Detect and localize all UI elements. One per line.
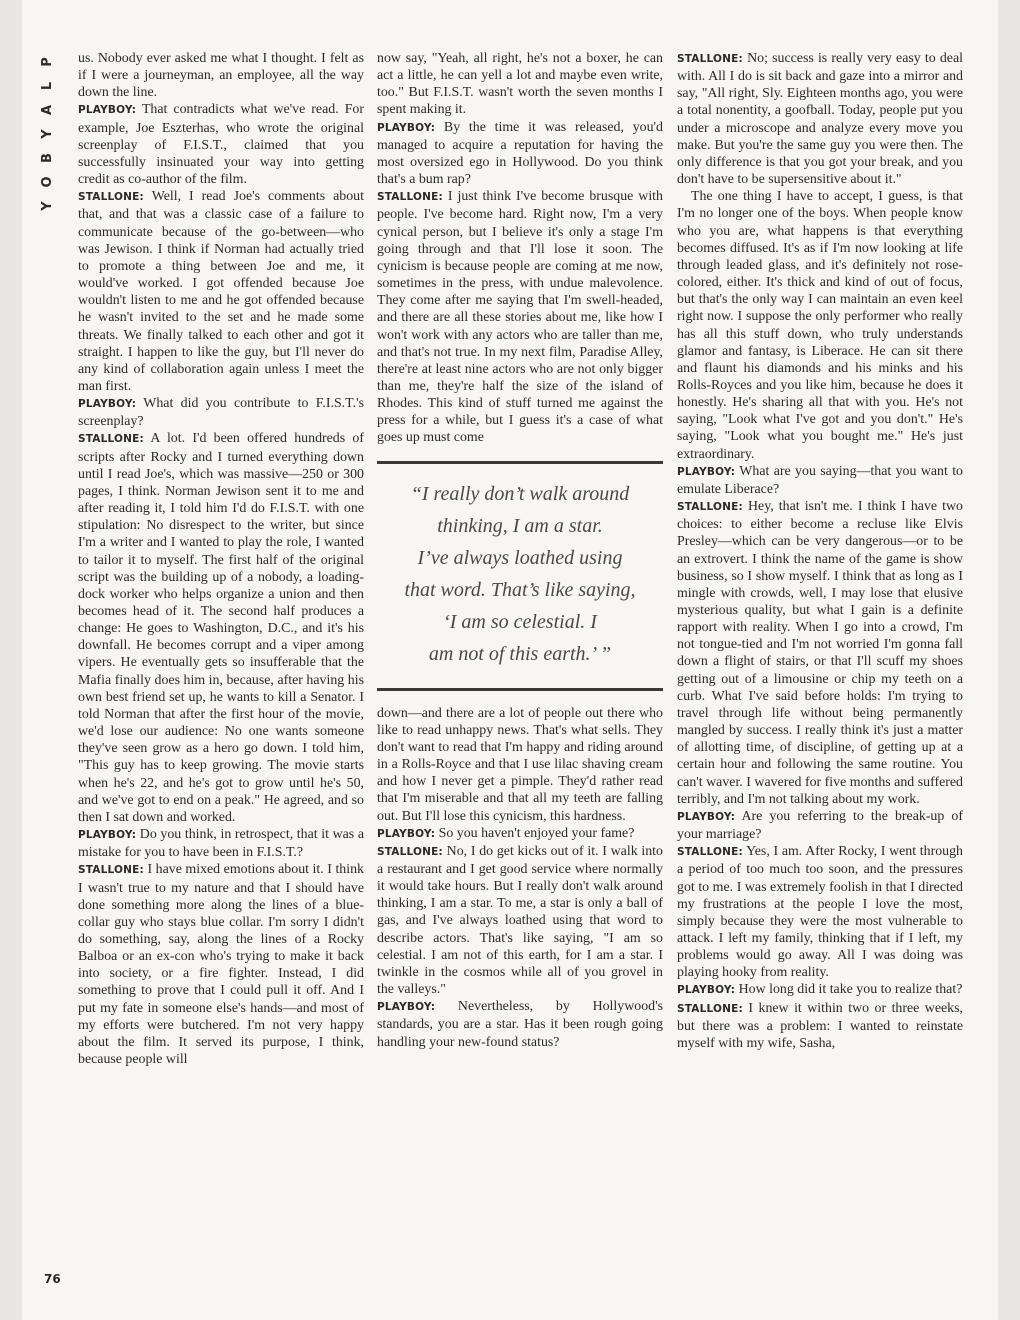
paragraph-text: How long did it take you to realize that?	[735, 982, 963, 998]
paragraph-text: Do you think, in retrospect, that it was a mistake for you to have been in F.I.S.T.?	[78, 827, 364, 861]
speaker-label: PLAYBOY:	[78, 829, 137, 842]
paragraph-text: By the time it was released, you'd managed to acquire a reputation for having the most oversized ego in Hollywood. Do you think that's a bum rap?	[377, 119, 663, 188]
paragraph	[78, 395, 364, 430]
paragraph-text: The one thing I have to accept, I guess, is that I'm no longer one of the boys. When people know who you are, what happens is that everything becomes diffused. It's as if I'm now looking at life through leaded glass, and it's definitely not rose-colored, either. It's thick and kind of out of focus, but that's the only way I can maintain an even keel right now. I suppose the only performer who really has all this stuff down, who truly understands glamor and fantasy, is Liberace. He can sit there and flaunt his diamonds and his minks and his Rolls-Royces and you like him, because he does it honestly. He's sharing all that with you. He's not saying, "Look what I've got and you don't." He's saying, "Look what you bought me." He's just extraordinary.	[677, 189, 963, 462]
pull-quote-line: I’ve always loathed using	[417, 546, 623, 569]
spine-letter: A	[40, 104, 55, 116]
paragraph-text: I just think I've become brusque with people. I've become hard. Right now, I'm a very cynical person, but I believe it's only a stage I'm going through and that I'll lose it soon. The cynicism is because people are coming at me now, sometimes in the press, with undue malevolence. They come after me saying that I'm swell-headed, and there are all these stories about me, like how I won't work with any actors who are taller than me, and that's not true. In my next film, Paradise Alley, there're at least nine actors who are not only bigger than me, they're half the size of the island of Rhodes. This kind of stuff turned me against the press for a while, but I guess it's a case of what goes up must come	[377, 189, 663, 446]
column-2-bottom-paragraphs	[377, 705, 663, 1051]
spine-letter: B	[40, 153, 55, 163]
speaker-label: PLAYBOY:	[677, 465, 736, 478]
paragraph	[677, 808, 963, 843]
paragraph	[78, 430, 364, 826]
paragraph	[78, 861, 364, 1068]
column-3	[677, 50, 963, 1300]
column-2-top-paragraphs	[377, 50, 663, 447]
paragraph-text: What did you contribute to F.I.S.T.'s screenplay?	[78, 396, 364, 430]
paragraph-text: us. Nobody ever asked me what I thought. I felt as if I were a journeyman, an employee, all the way down the line.	[78, 51, 364, 101]
spine-letter: Y	[40, 129, 55, 139]
column-1	[78, 50, 364, 1300]
spine-letter: P	[40, 57, 55, 67]
paragraph	[377, 119, 663, 189]
speaker-label: STALLONE:	[78, 191, 144, 204]
speaker-label: PLAYBOY:	[377, 1001, 436, 1014]
speaker-label: STALLONE:	[677, 1002, 743, 1015]
paragraph	[377, 50, 663, 119]
pull-quote-line: “I really don’t walk around	[410, 482, 630, 505]
paragraph-text: A lot. I'd been offered hundreds of scripts after Rocky and I turned everything down until I read Joe's, which was massive—250 or 300 pages, I think. Norman Jewison sent it to me and after reading it, I told him I'd do F.I.S.T. with one stipulation: No disrespect to the writer, but since I'm a writer and I wanted to play the role, I wanted to tailor it to myself. The first half of the original script was the building up of a nobody, a loading-dock worker who helps organize a union and then becomes head of it. The second half produces a change: He goes to Washington, D.C., and it's his downfall. He becomes corrupt and a viper among vipers. He eventually gets so insufferable that the Mafia finally does him in, because, after having his own best friend set up, he wants to kill a Senator. I told Norman that after the first hour of the movie, we'd lose our audience: No one wants someone they've seen grow as a hero go down. I told him, "This guy has to keep growing. The movie starts when he's 22, and he's got to grow until he's 50, and we've got to end on a peak." He agreed, and so then I sat down and worked.	[78, 431, 364, 825]
column-1-paragraphs	[78, 50, 364, 1068]
paragraph	[677, 50, 963, 188]
paragraph-text: Nevertheless, by Hollywood's standards, you are a star. Has it been rough going handling your new-found status?	[377, 999, 663, 1050]
paragraph	[677, 463, 963, 498]
paragraph	[677, 498, 963, 808]
paragraph-text: No; success is really very easy to deal with. All I do is sit back and gaze into a mirror and say, "All right, Sly. Eighteen months ago, you were a total nonentity, a goofball. Today, people put you under a microscope and analyze every move you make. But you're the same guy you were then. The only difference is that you got your break, and you don't have to be supersensitive about it."	[677, 51, 963, 188]
paragraph-text: Yes, I am. After Rocky, I went through a period of too much too soon, and the pressures got to me. I was extremely foolish in that I directed my frustrations at the people I love the most, simply because they were the most vulnerable to attack. I left my family, thinking that if I left, my problems would go away. All I was doing was playing hooky from reality.	[677, 844, 963, 981]
speaker-label: STALLONE:	[377, 191, 443, 204]
paragraph	[78, 826, 364, 861]
paragraph	[377, 998, 663, 1050]
paragraph	[377, 825, 663, 843]
paragraph	[677, 1000, 963, 1052]
paragraph	[677, 188, 963, 463]
spine-letter: Y	[40, 201, 55, 211]
pull-quote-line: am not of this earth.’ ”	[428, 642, 612, 665]
page-number: 76	[44, 1272, 61, 1286]
speaker-label: PLAYBOY:	[78, 104, 137, 117]
paragraph-text: Are you referring to the break-up of your marriage?	[677, 808, 963, 843]
paragraph	[377, 705, 663, 825]
spine-letter: O	[40, 176, 55, 188]
paragraph	[677, 843, 963, 981]
pull-quote-line: ‘I am so celestial. I	[443, 610, 597, 633]
paragraph	[78, 101, 364, 188]
speaker-label: PLAYBOY:	[677, 810, 736, 823]
speaker-label: STALLONE:	[677, 846, 743, 859]
paragraph	[377, 188, 663, 446]
paragraph-text: No, I do get kicks out of it. I walk into a restaurant and I get good service where normally it would take hours. But I really don't walk around thinking, I am a star. To me, a star is only a ball of gas, and I've always loathed using that word to describe actors. That's like saying, "I am so celestial. I am not of this earth, for I am a star. I twinkle in the cosmos while all of you grovel in the valleys."	[377, 843, 663, 998]
speaker-label: STALLONE:	[78, 864, 144, 877]
paragraph-text: So you haven't enjoyed your fame?	[435, 825, 635, 841]
paragraph-text: What are you saying—that you want to emulate Liberace?	[677, 463, 963, 497]
magazine-page	[22, 0, 998, 1320]
pull-quote-line: that word. That’s like saying,	[404, 578, 636, 601]
paragraph-text: now say, "Yeah, all right, he's not a boxer, he can act a little, he can yell a lot and maybe even write, too." But F.I.S.T. wasn't worth the seven months I spent making it.	[377, 51, 663, 118]
paragraph	[78, 188, 364, 395]
spine-label	[36, 50, 60, 210]
pull-quote	[377, 461, 663, 691]
speaker-label: STALLONE:	[677, 501, 743, 514]
speaker-label: STALLONE:	[78, 433, 144, 446]
speaker-label: PLAYBOY:	[377, 121, 436, 134]
column-3-paragraphs	[677, 50, 963, 1052]
speaker-label: PLAYBOY:	[677, 984, 736, 997]
speaker-label: STALLONE:	[377, 845, 443, 858]
paragraph	[677, 981, 963, 999]
paragraph-text: I knew it within two or three weeks, but there was a problem: I wanted to reinstate myself with my wife, Sasha,	[677, 1000, 963, 1051]
column-2	[377, 50, 663, 1300]
pull-quote-line: thinking, I am a star.	[437, 514, 603, 537]
paragraph-text: Hey, that isn't me. I think I have two choices: to either become a recluse like Elvis Presley—which can be very dangerous—or to be an extrovert. I think the name of the game is show business, so I show myself. I think that as long as I mingle with crowds, well, I may lose that elusive mysterious quality, but what I gain is a definite rapport with reality. When I go into a crowd, I'm not tongue-tied and I'm not worried I'm gonna fall down a flight of stairs, or that I'll scuff my shoes getting out of a limousine or chip my teeth on a curb. What I've said before holds: I'm trying to travel through life without being permanently mangled by success. I really think it's just a matter of allotting time, of discipline, of getting up at a certain hour and following the same routine. You can't waver. I wavered for five months and suffered terribly, and I'm not talking about my work.	[677, 499, 963, 807]
speaker-label: PLAYBOY:	[78, 398, 137, 411]
speaker-label: PLAYBOY:	[377, 827, 436, 840]
paragraph-text: I have mixed emotions about it. I think I wasn't true to my nature and that I should have done something more along the lines of a blue-collar guy who stays blue collar. I'm sorry I didn't do something, say, along the lines of a Rocky Balboa or an ex-con who's trying to make it back into society, or a fire fighter. Instead, I did something to prove that I could pull it off. And I put my fate in someone else's hands—and most of my efforts were butchered. I'm not very happy about the film. It served its purpose, I think, because people will	[78, 862, 364, 1068]
paragraph-text: Well, I read Joe's comments about that, and that was a classic case of a failure to communicate because of the go-between—who was Jewison. I think if Norman had actually tried to promote a thing between Joe and me, it would've worked. I got offended because Joe wouldn't listen to me and he got offended because he wasn't invited to the set and he made some threats. We finally talked to each other and got it straight. I happen to like the guy, but I'll never do any kind of collaboration again unless I meet the man first.	[78, 189, 364, 394]
spine-letter: L	[40, 81, 55, 91]
paragraph-text: That contradicts what we've read. For example, Joe Eszterhas, who wrote the original screenplay of F.I.S.T., claimed that you successfully insinuated your way into getting credit as co-author of the film.	[78, 102, 364, 188]
paragraph	[377, 843, 663, 998]
paragraph	[78, 50, 364, 101]
paragraph-text: down—and there are a lot of people out there who like to read unhappy news. That's what sells. They don't want to read that I'm happy and riding around in a Rolls-Royce and that I use lilac shaving cream and how I never get a pimple. They'd rather read that I'm miserable and that all my teeth are falling out. But I'll lose this cynicism, this hardness.	[377, 705, 663, 824]
speaker-label: STALLONE:	[677, 53, 743, 65]
